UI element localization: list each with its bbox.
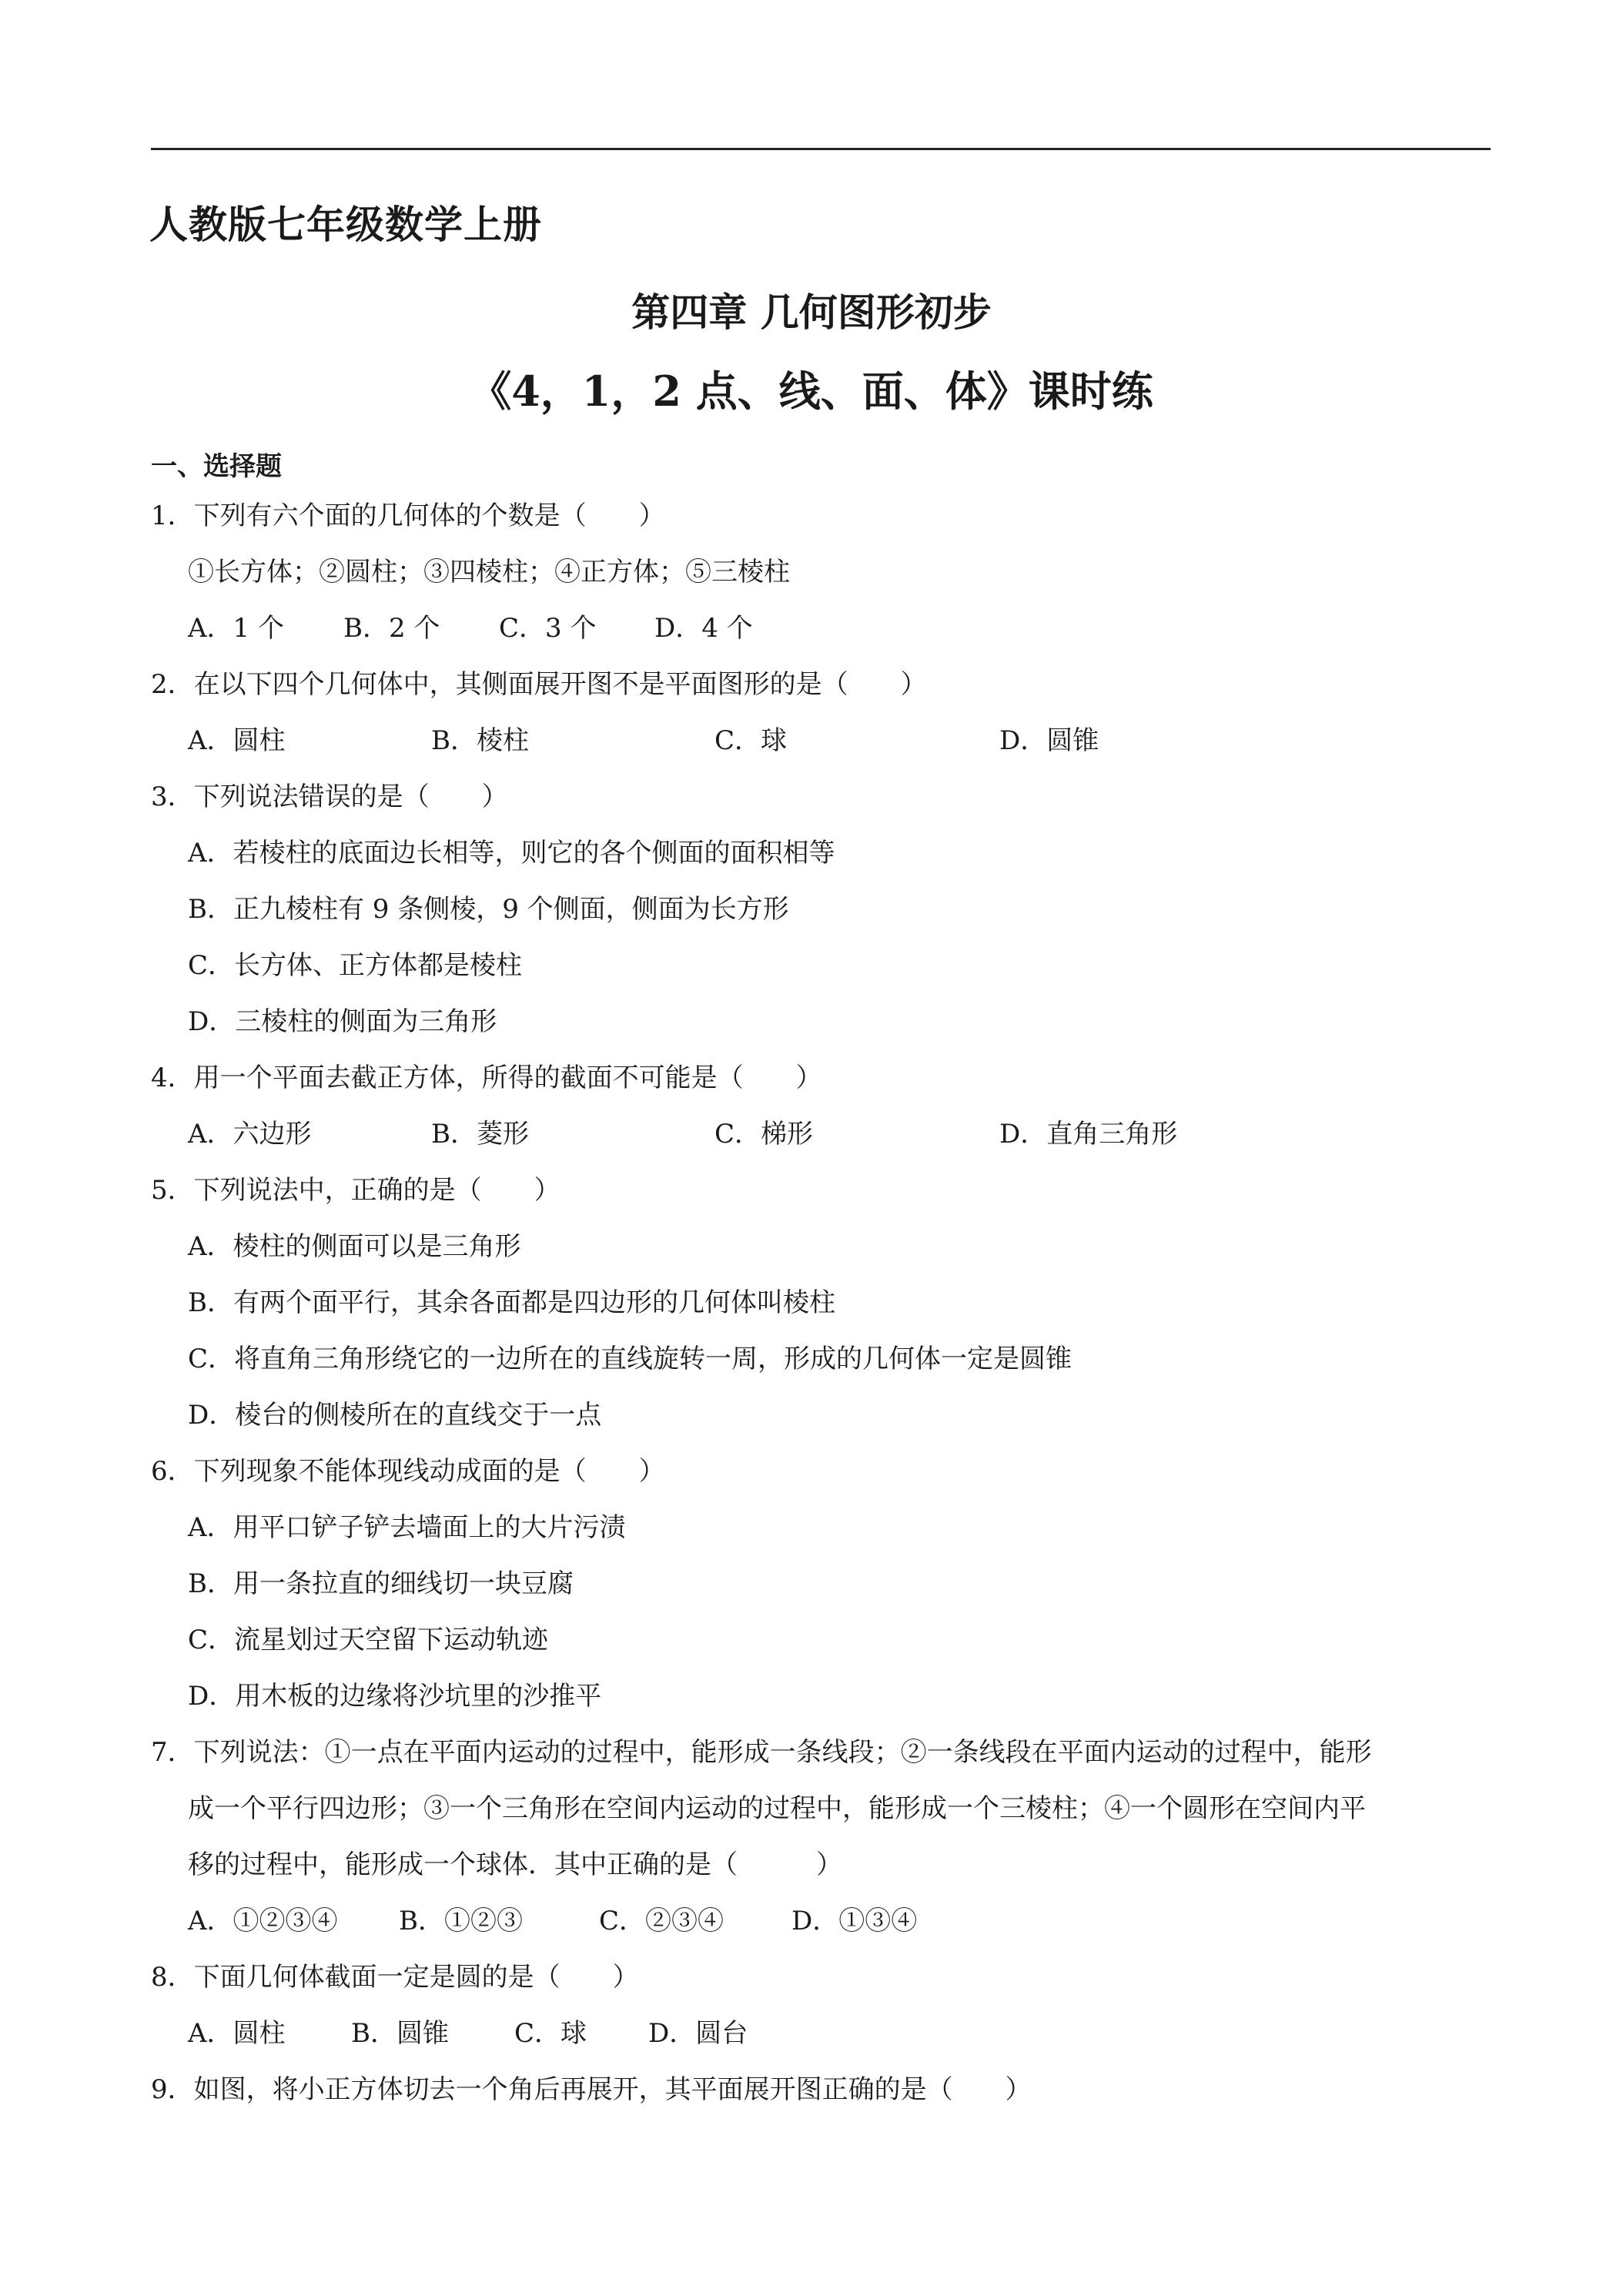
question-6-option-c: C．流星划过天空留下运动轨迹: [188, 1625, 549, 1655]
question-6-option-a: A．用平口铲子铲去墙面上的大片污渍: [188, 1512, 626, 1543]
question-3-option-a: A．若棱柱的底面边长相等，则它的各个侧面的面积相等: [188, 838, 835, 869]
section-title: 一、选择题: [151, 451, 282, 482]
question-4-option-b: B．菱形: [431, 1119, 529, 1150]
header-rule: [151, 148, 1491, 150]
question-8-option-d: D．圆台: [648, 2018, 748, 2049]
question-1-option-c: C．3 个: [499, 613, 597, 644]
question-7-stem-line-1: 7．下列说法：①一点在平面内运动的过程中，能形成一条线段；②一条线段在平面内运动的过程中，能形: [151, 1737, 1372, 1768]
question-3-stem: 3．下列说法错误的是（ ）: [151, 782, 508, 812]
question-1-stem: 1．下列有六个面的几何体的个数是（ ）: [151, 500, 665, 531]
question-1-extra: ①长方体；②圆柱；③四棱柱；④正方体；⑤三棱柱: [188, 557, 790, 587]
question-4-stem: 4．用一个平面去截正方体，所得的截面不可能是（ ）: [151, 1063, 822, 1093]
question-7-option-a: A．①②③④: [188, 1906, 338, 1936]
question-8-option-a: A．圆柱: [188, 2018, 286, 2049]
question-7-stem-line-3: 移的过程中，能形成一个球体．其中正确的是（ ）: [188, 1849, 842, 1880]
question-8-option-b: B．圆锥: [351, 2018, 449, 2049]
question-6-option-b: B．用一条拉直的细线切一块豆腐: [188, 1568, 574, 1599]
question-5-option-a: A．棱柱的侧面可以是三角形: [188, 1231, 521, 1262]
question-5-option-c: C．将直角三角形绕它的一边所在的直线旋转一周，形成的几何体一定是圆锥: [188, 1344, 1073, 1374]
question-2-option-a: A．圆柱: [188, 725, 286, 756]
question-3-option-d: D．三棱柱的侧面为三角形: [188, 1006, 497, 1037]
question-8-stem: 8．下面几何体截面一定是圆的是（ ）: [151, 1962, 639, 1993]
question-2-option-c: C．球: [714, 725, 788, 756]
question-5-stem: 5．下列说法中，正确的是（ ）: [151, 1175, 561, 1206]
question-3-option-b: B．正九棱柱有 9 条侧棱，9 个侧面，侧面为长方形: [188, 894, 789, 925]
question-2-option-b: B．棱柱: [431, 725, 529, 756]
question-4-option-a: A．六边形: [188, 1119, 312, 1150]
question-3-option-c: C．长方体、正方体都是棱柱: [188, 950, 523, 981]
question-7-option-d: D．①③④: [791, 1906, 918, 1936]
question-4-option-d: D．直角三角形: [999, 1119, 1178, 1150]
question-6-option-d: D．用木板的边缘将沙坑里的沙推平: [188, 1681, 602, 1712]
question-2-stem: 2．在以下四个几何体中，其侧面展开图不是平面图形的是（ ）: [151, 669, 927, 700]
lesson-title: 《4，1，2 点、线、面、体》课时练: [470, 366, 1153, 416]
question-4-option-c: C．梯形: [714, 1119, 814, 1150]
question-7-option-c: C．②③④: [599, 1906, 724, 1936]
question-7-stem-line-2: 成一个平行四边形；③一个三角形在空间内运动的过程中，能形成一个三棱柱；④一个圆形在空间内平: [188, 1793, 1366, 1824]
question-1-option-b: B．2 个: [343, 613, 440, 644]
question-1-option-a: A．1 个: [188, 613, 284, 644]
question-5-option-b: B．有两个面平行，其余各面都是四边形的几何体叫棱柱: [188, 1287, 835, 1318]
question-5-option-d: D．棱台的侧棱所在的直线交于一点: [188, 1400, 602, 1431]
question-6-stem: 6．下列现象不能体现线动成面的是（ ）: [151, 1456, 665, 1487]
chapter-title: 第四章 几何图形初步: [631, 290, 992, 335]
question-8-option-c: C．球: [514, 2018, 587, 2049]
question-2-option-d: D．圆锥: [999, 725, 1099, 756]
question-1-option-d: D．4 个: [654, 613, 753, 644]
book-title: 人教版七年级数学上册: [149, 202, 542, 247]
question-9-stem: 9．如图，将小正方体切去一个角后再展开，其平面展开图正确的是（ ）: [151, 2074, 1032, 2105]
question-7-option-b: B．①②③: [399, 1906, 523, 1936]
